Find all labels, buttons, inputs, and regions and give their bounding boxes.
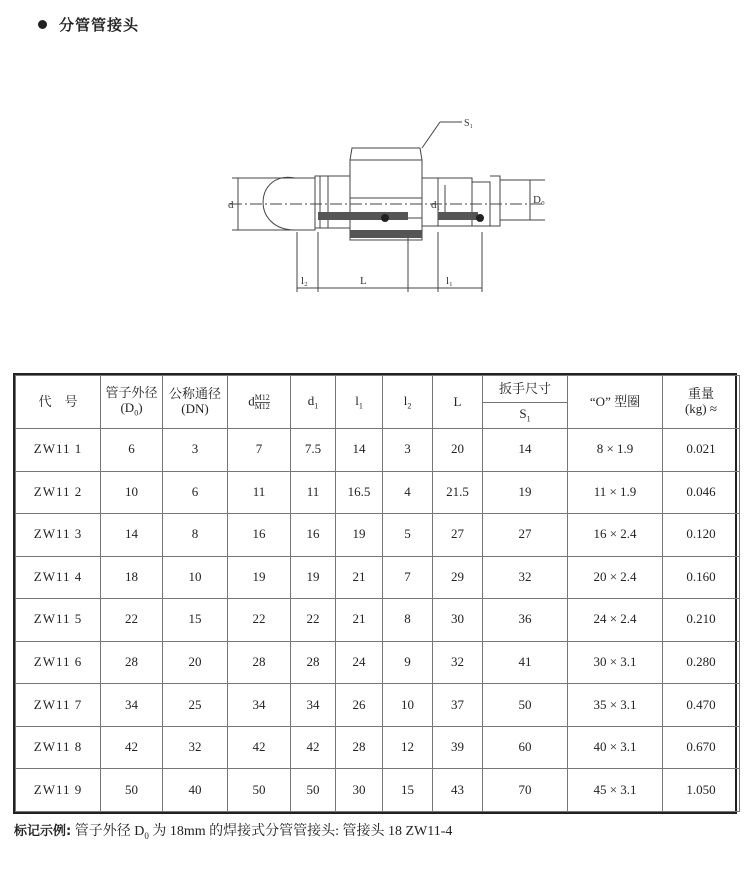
cell-od: 28 (101, 641, 163, 684)
cell-l2: 9 (383, 641, 433, 684)
cell-d1: 42 (291, 726, 336, 769)
cell-s1: 60 (483, 726, 568, 769)
cell-dn: 40 (163, 769, 228, 812)
header-wrench-s1: $S_1$ (483, 403, 568, 429)
cell-oring: 20 × 2.4 (568, 556, 663, 599)
table-row (16, 556, 740, 599)
cell-wt: 0.670 (663, 726, 740, 769)
cell-L: 21.5 (433, 471, 483, 514)
cell-l2: 10 (383, 684, 433, 727)
cell-L: 39 (433, 726, 483, 769)
cell-oring: 30 × 3.1 (568, 641, 663, 684)
header-wrench: 扳手尺寸 (483, 376, 568, 403)
cell-wt: 0.280 (663, 641, 740, 684)
cell-d1: 11 (291, 471, 336, 514)
cell-code: ZW11 5 (16, 599, 101, 642)
cell-s1: 41 (483, 641, 568, 684)
cell-od: 10 (101, 471, 163, 514)
header-d1: $d_1$ (291, 376, 336, 429)
cell-od: 34 (101, 684, 163, 727)
label-d1: d₁ (431, 199, 441, 211)
spec-table-frame (13, 373, 737, 814)
cell-wt: 1.050 (663, 769, 740, 812)
cell-d: 42 (228, 726, 291, 769)
cell-s1: 50 (483, 684, 568, 727)
cell-d: 34 (228, 684, 291, 727)
cell-wt: 0.210 (663, 599, 740, 642)
cell-dn: 3 (163, 429, 228, 472)
cell-code: ZW11 9 (16, 769, 101, 812)
label-L: L (360, 275, 367, 287)
cell-od: 18 (101, 556, 163, 599)
cell-wt: 0.160 (663, 556, 740, 599)
cell-d1: 16 (291, 514, 336, 557)
cell-od: 42 (101, 726, 163, 769)
cell-l1: 14 (336, 429, 383, 472)
cell-l1: 21 (336, 556, 383, 599)
marking-text-sub: 0 (144, 830, 149, 841)
cell-oring: 11 × 1.9 (568, 471, 663, 514)
header-code: 代 号 (16, 376, 101, 429)
cell-d: 7 (228, 429, 291, 472)
table-row (16, 726, 740, 769)
cell-L: 27 (433, 514, 483, 557)
cell-oring: 24 × 2.4 (568, 599, 663, 642)
cell-dn: 10 (163, 556, 228, 599)
cell-l2: 12 (383, 726, 433, 769)
label-l2: l₂ (301, 275, 308, 287)
cell-l2: 4 (383, 471, 433, 514)
cell-L: 37 (433, 684, 483, 727)
cell-d: 28 (228, 641, 291, 684)
cell-d1: 22 (291, 599, 336, 642)
cell-s1: 36 (483, 599, 568, 642)
cell-l1: 16.5 (336, 471, 383, 514)
cell-l1: 26 (336, 684, 383, 727)
table-row (16, 471, 740, 514)
cell-s1: 70 (483, 769, 568, 812)
cell-s1: 14 (483, 429, 568, 472)
cell-L: 20 (433, 429, 483, 472)
cell-dn: 15 (163, 599, 228, 642)
cell-code: ZW11 1 (16, 429, 101, 472)
spec-table (15, 375, 740, 812)
label-s1: S₁ (464, 118, 474, 129)
table-row (16, 641, 740, 684)
cell-l1: 21 (336, 599, 383, 642)
cell-d1: 50 (291, 769, 336, 812)
cell-oring: 40 × 3.1 (568, 726, 663, 769)
cell-code: ZW11 4 (16, 556, 101, 599)
cell-d: 22 (228, 599, 291, 642)
table-row (16, 769, 740, 812)
cell-l2: 7 (383, 556, 433, 599)
cell-d1: 34 (291, 684, 336, 727)
cell-dn: 6 (163, 471, 228, 514)
cell-oring: 8 × 1.9 (568, 429, 663, 472)
cell-l1: 28 (336, 726, 383, 769)
cell-d: 50 (228, 769, 291, 812)
cell-wt: 0.120 (663, 514, 740, 557)
cell-d: 16 (228, 514, 291, 557)
table-row (16, 684, 740, 727)
fitting-drawing (200, 100, 550, 310)
section-header (38, 14, 139, 35)
cell-L: 30 (433, 599, 483, 642)
cell-s1: 19 (483, 471, 568, 514)
cell-l2: 8 (383, 599, 433, 642)
cell-dn: 25 (163, 684, 228, 727)
cell-wt: 0.021 (663, 429, 740, 472)
table-row (16, 514, 740, 557)
cell-dn: 32 (163, 726, 228, 769)
cell-l2: 5 (383, 514, 433, 557)
cell-L: 43 (433, 769, 483, 812)
cell-od: 50 (101, 769, 163, 812)
cell-l1: 30 (336, 769, 383, 812)
cell-d1: 19 (291, 556, 336, 599)
cell-s1: 27 (483, 514, 568, 557)
label-d0: D₀ (533, 194, 545, 206)
cell-od: 6 (101, 429, 163, 472)
header-nominal: 公称通径 (DN) (163, 376, 228, 429)
marking-example (14, 820, 452, 841)
cell-l1: 24 (336, 641, 383, 684)
cell-L: 32 (433, 641, 483, 684)
cell-d: 19 (228, 556, 291, 599)
cell-dn: 8 (163, 514, 228, 557)
header-l2: $l_2$ (383, 376, 433, 429)
label-d: d (228, 199, 234, 211)
cell-oring: 16 × 2.4 (568, 514, 663, 557)
cell-s1: 32 (483, 556, 568, 599)
cell-oring: 45 × 3.1 (568, 769, 663, 812)
header-weight: 重量 (kg) ≈ (663, 376, 740, 429)
cell-od: 14 (101, 514, 163, 557)
header-oring: “O” 型圈 (568, 376, 663, 429)
section-title: 分管管接头 (59, 16, 140, 34)
cell-code: ZW11 7 (16, 684, 101, 727)
marking-text-post: 为 18mm 的焊接式分管管接头: 管接头 18 ZW11-4 (148, 824, 453, 839)
cell-oring: 35 × 3.1 (568, 684, 663, 727)
cell-L: 29 (433, 556, 483, 599)
cell-code: ZW11 2 (16, 471, 101, 514)
marking-text-pre: 管子外径 D (71, 824, 145, 839)
cell-l2: 15 (383, 769, 433, 812)
bullet-icon (38, 20, 47, 29)
cell-code: ZW11 6 (16, 641, 101, 684)
table-row (16, 599, 740, 642)
label-l1: l₁ (446, 275, 453, 287)
cell-l1: 19 (336, 514, 383, 557)
cell-l2: 3 (383, 429, 433, 472)
table-row (16, 429, 740, 472)
cell-code: ZW11 3 (16, 514, 101, 557)
cell-d1: 7.5 (291, 429, 336, 472)
cell-d1: 28 (291, 641, 336, 684)
cell-code: ZW11 8 (16, 726, 101, 769)
header-l1: $l_1$ (336, 376, 383, 429)
header-L: L (433, 376, 483, 429)
cell-d: 11 (228, 471, 291, 514)
cell-wt: 0.046 (663, 471, 740, 514)
cell-dn: 20 (163, 641, 228, 684)
header-pipe-od: 管子外径 $(D_0)$ (101, 376, 163, 429)
header-thread: d $\frac{M12}{M12}$ (228, 376, 291, 429)
cell-od: 22 (101, 599, 163, 642)
cell-wt: 0.470 (663, 684, 740, 727)
marking-label: 标记示例: (14, 824, 72, 839)
